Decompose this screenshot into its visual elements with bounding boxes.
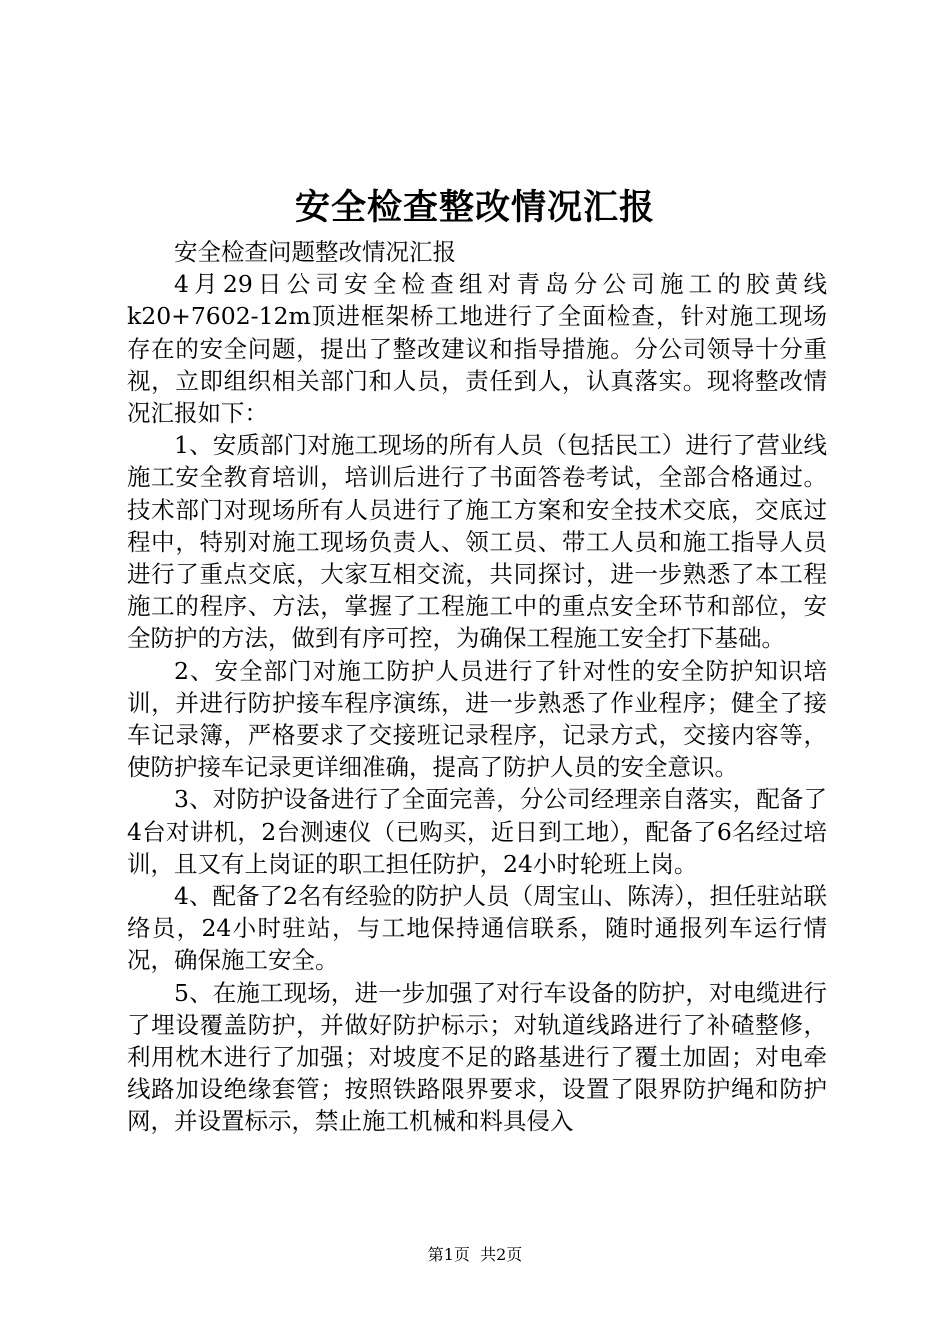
document-title: 安全检查整改情况汇报 [294, 187, 655, 228]
document-body [127, 236, 827, 1138]
footer-separator [470, 1245, 480, 1264]
paragraph-item-1: 1、安质部门对施工现场的所有人员（包括民工）进行了营业线施工安全教育培训，培训后进行了书面答卷考试，全部合格通过。技术部门对现场所有人员进行了施工方案和安全技术交底，交底过程中，特别对施工现场负责人、领工员、带工人员和施工指导人员进行了重点交底，大家互相交流，共同探讨，进一步熟悉了本工程施工的程序、方法，掌握了工程施工中的重点安全环节和部位，安全防护的方法，做到有序可控，为确保工程施工安全打下基础。 [127, 431, 827, 653]
paragraph-item-2: 2、安全部门对施工防护人员进行了针对性的安全防护知识培训，并进行防护接车程序演练，进一步熟悉了作业程序；健全了接车记录簿，严格要求了交接班记录程序，记录方式，交接内容等，使防护接车记录更详细准确，提高了防护人员的安全意识。 [127, 656, 827, 782]
page-footer [0, 1244, 950, 1266]
page-number-total: 共2页 [480, 1245, 523, 1264]
paragraph-item-4: 4、配备了2名有经验的防护人员（周宝山、陈涛），担任驻站联络员，24小时驻站，与工地保持通信联系，随时通报列车运行情况，确保施工安全。 [127, 882, 827, 975]
document-subtitle: 安全检查问题整改情况汇报 [174, 238, 456, 266]
paragraph-item-5: 5、在施工现场，进一步加强了对行车设备的防护，对电缆进行了埋设覆盖防护，并做好防护标示；对轨道线路进行了补碴整修，利用枕木进行了加强；对坡度不足的路基进行了覆土加固；对电牵线路加设绝缘套管；按照铁路限界要求，设置了限界防护绳和防护网，并设置标示，禁止施工机械和料具侵入 [127, 978, 827, 1136]
paragraph-item-3: 3、对防护设备进行了全面完善，分公司经理亲自落实，配备了4台对讲机，2台测速仪（已购买，近日到工地），配备了6名经过培训，且又有上岗证的职工担任防护，24小时轮班上岗。 [127, 785, 827, 878]
paragraph-intro: 4月29日公司安全检查组对青岛分公司施工的胶黄线k20+7602-12m顶进框架桥工地进行了全面检查，针对施工现场存在的安全问题，提出了整改建议和指导措施。分公司领导十分重视，立即组织相关部门和人员，责任到人，认真落实。现将整改情况汇报如下： [127, 270, 827, 428]
page-number-current: 第1页 [427, 1245, 470, 1264]
